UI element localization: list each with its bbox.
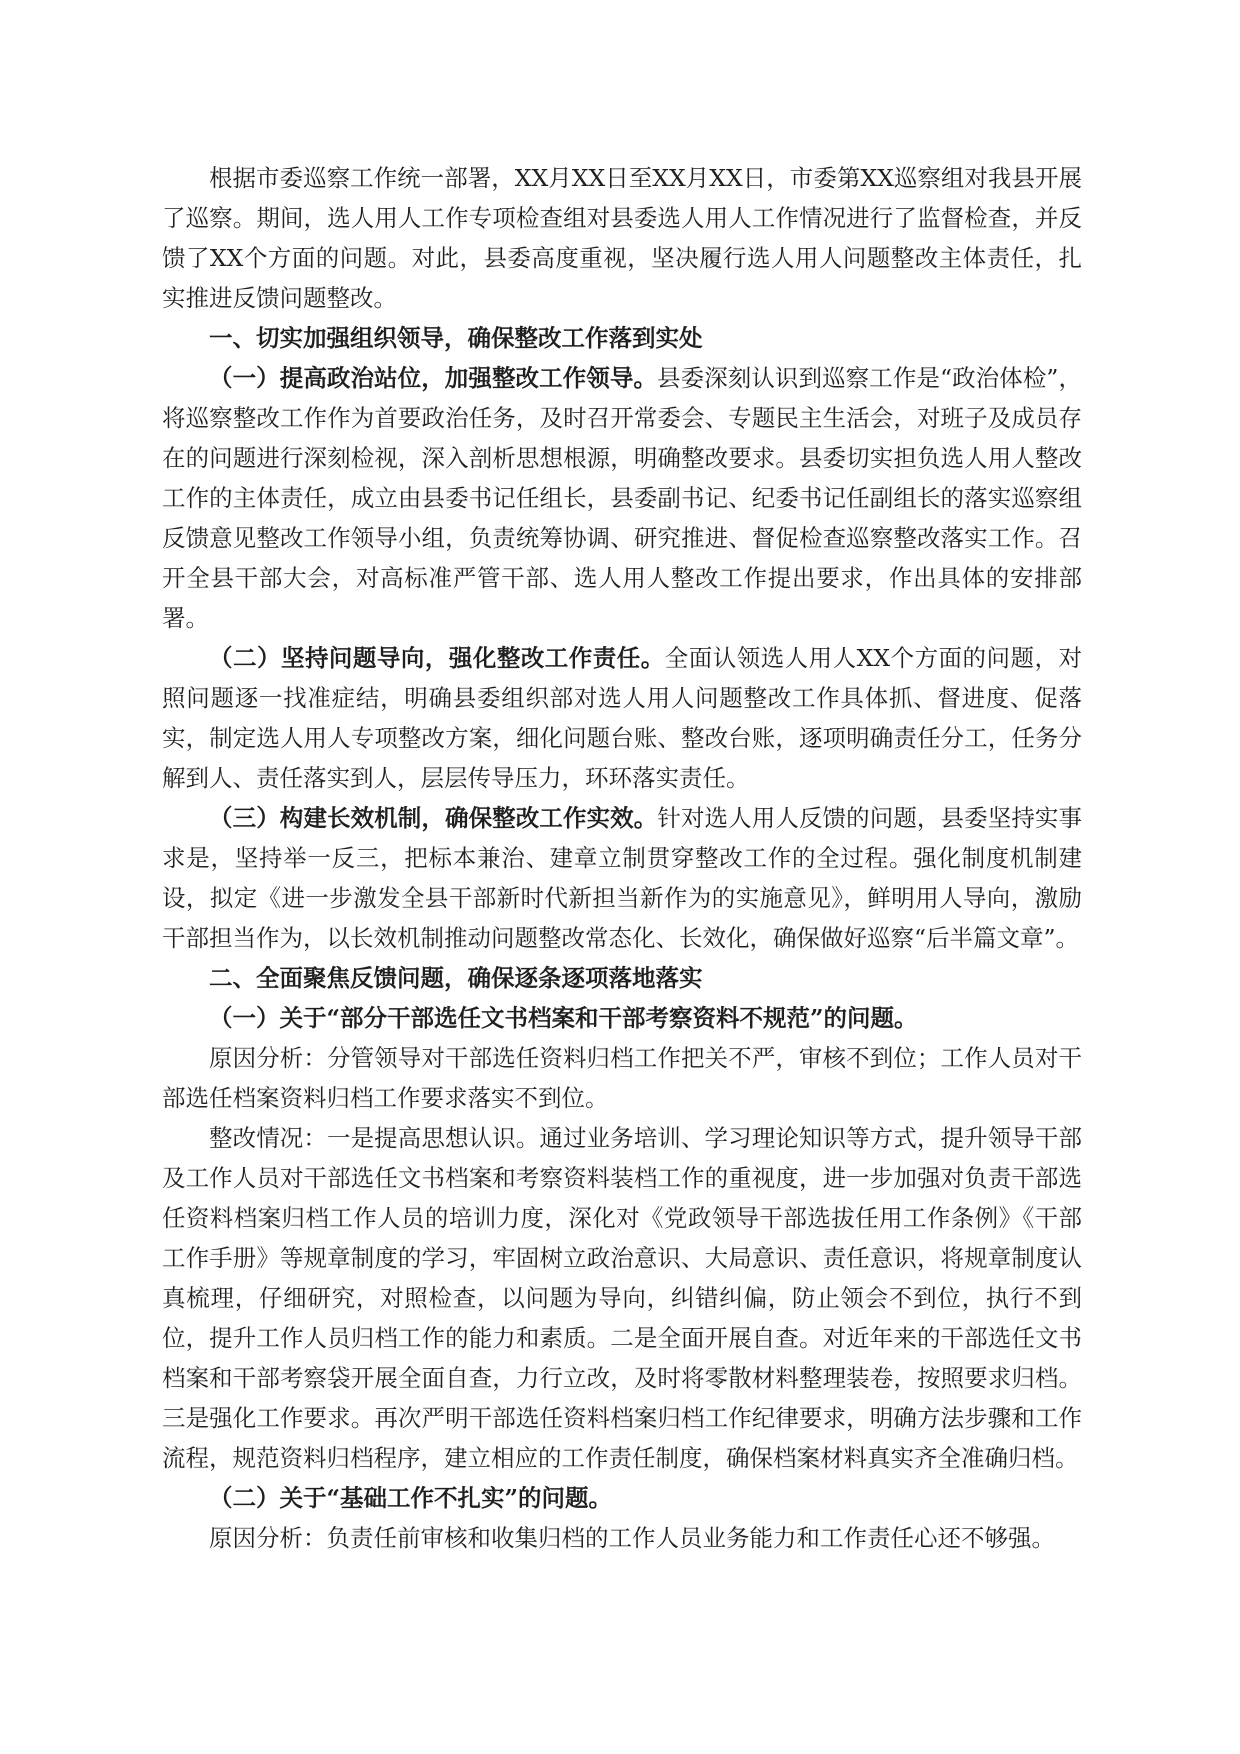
section-1-item-1-lead: （一）提高政治站位，加强整改工作领导。 — [209, 364, 658, 392]
issue-2-cause: 原因分析：负责任前审核和收集归档的工作人员业务能力和工作责任心还不够强。 — [209, 1524, 1055, 1552]
section-1-heading: 一、切实加强组织领导，确保整改工作落到实处 — [209, 324, 703, 352]
section-1-item-3-text: 针对选人用人反馈的问题，县委坚持实事求是，坚持举一反三，把标本兼治、建章立制贯穿整改工作的全过程。强化制度机制建设，拟定《进一步激发全县干部新时代新担当新作为的实施意见》，鲜明用人导向，激励干部担当作为，以长效机制推动问题整改常态化、长效化，确保做好巡察“后半篇文章”。 — [162, 804, 1083, 952]
section-1-item-2 — [162, 638, 1082, 798]
section-1-item-1 — [162, 358, 1082, 638]
issue-1-cause: 原因分析：分管领导对干部选任资料归档工作把关不严，审核不到位；工作人员对干部选任档案资料归档工作要求落实不到位。 — [162, 1044, 1082, 1112]
issue-1-rectification: 整改情况：一是提高思想认识。通过业务培训、学习理论知识等方式，提升领导干部及工作人员对干部选任文书档案和考察资料装档工作的重视度，进一步加强对负责干部选任资料档案归档工作人员的培训力度，深化对《党政领导干部选拔任用工作条例》《干部工作手册》等规章制度的学习，牢固树立政治意识、大局意识、责任意识，将规章制度认真梳理，仔细研究，对照检查，以问题为导向，纠错纠偏，防止领会不到位，执行不到位，提升工作人员归档工作的能力和素质。二是全面开展自查。对近年来的干部选任文书档案和干部考察袋开展全面自查，力行立改，及时将零散材料整理装卷，按照要求归档。三是强化工作要求。再次严明干部选任资料档案归档工作纪律要求，明确方法步骤和工作流程，规范资料归档程序，建立相应的工作责任制度，确保档案材料真实齐全准确归档。 — [162, 1124, 1082, 1472]
section-1-item-2-text: 全面认领选人用人XX个方面的问题，对照问题逐一找准症结，明确县委组织部对选人用人问题整改工作具体抓、督进度、促落实，制定选人用人专项整改方案，细化问题台账、整改台账，逐项明确责任分工，任务分解到人、责任落实到人，层层传导压力，环环落实责任。 — [162, 644, 1082, 792]
section-1-item-3 — [162, 798, 1082, 958]
document-page — [162, 158, 1082, 1558]
issue-2-heading: （二）关于“基础工作不扎实”的问题。 — [209, 1484, 613, 1512]
section-1-item-2-lead: （二）坚持问题导向，强化整改工作责任。 — [209, 644, 665, 672]
section-2-heading: 二、全面聚焦反馈问题，确保逐条逐项落地落实 — [209, 964, 703, 992]
section-1-item-1-text: 县委深刻认识到巡察工作是“政治体检”，将巡察整改工作作为首要政治任务，及时召开常委会、专题民主生活会，对班子及成员存在的问题进行深刻检视，深入剖析思想根源，明确整改要求。县委切实担负选人用人整改工作的主体责任，成立由县委书记任组长，县委副书记、纪委书记任副组长的落实巡察组反馈意见整改工作领导小组，负责统筹协调、研究推进、督促检查巡察整改落实工作。召开全县干部大会，对高标准严管干部、选人用人整改工作提出要求，作出具体的安排部署。 — [162, 364, 1083, 632]
section-1-item-3-lead: （三）构建长效机制，确保整改工作实效。 — [209, 804, 658, 832]
issue-1-heading: （一）关于“部分干部选任文书档案和干部考察资料不规范”的问题。 — [209, 1004, 918, 1032]
intro-paragraph: 根据市委巡察工作统一部署，XX月XX日至XX月XX日，市委第XX巡察组对我县开展了巡察。期间，选人用人工作专项检查组对县委选人用人工作情况进行了监督检查，并反馈了XX个方面的问题。对此，县委高度重视，坚决履行选人用人问题整改主体责任，扎实推进反馈问题整改。 — [162, 164, 1082, 312]
